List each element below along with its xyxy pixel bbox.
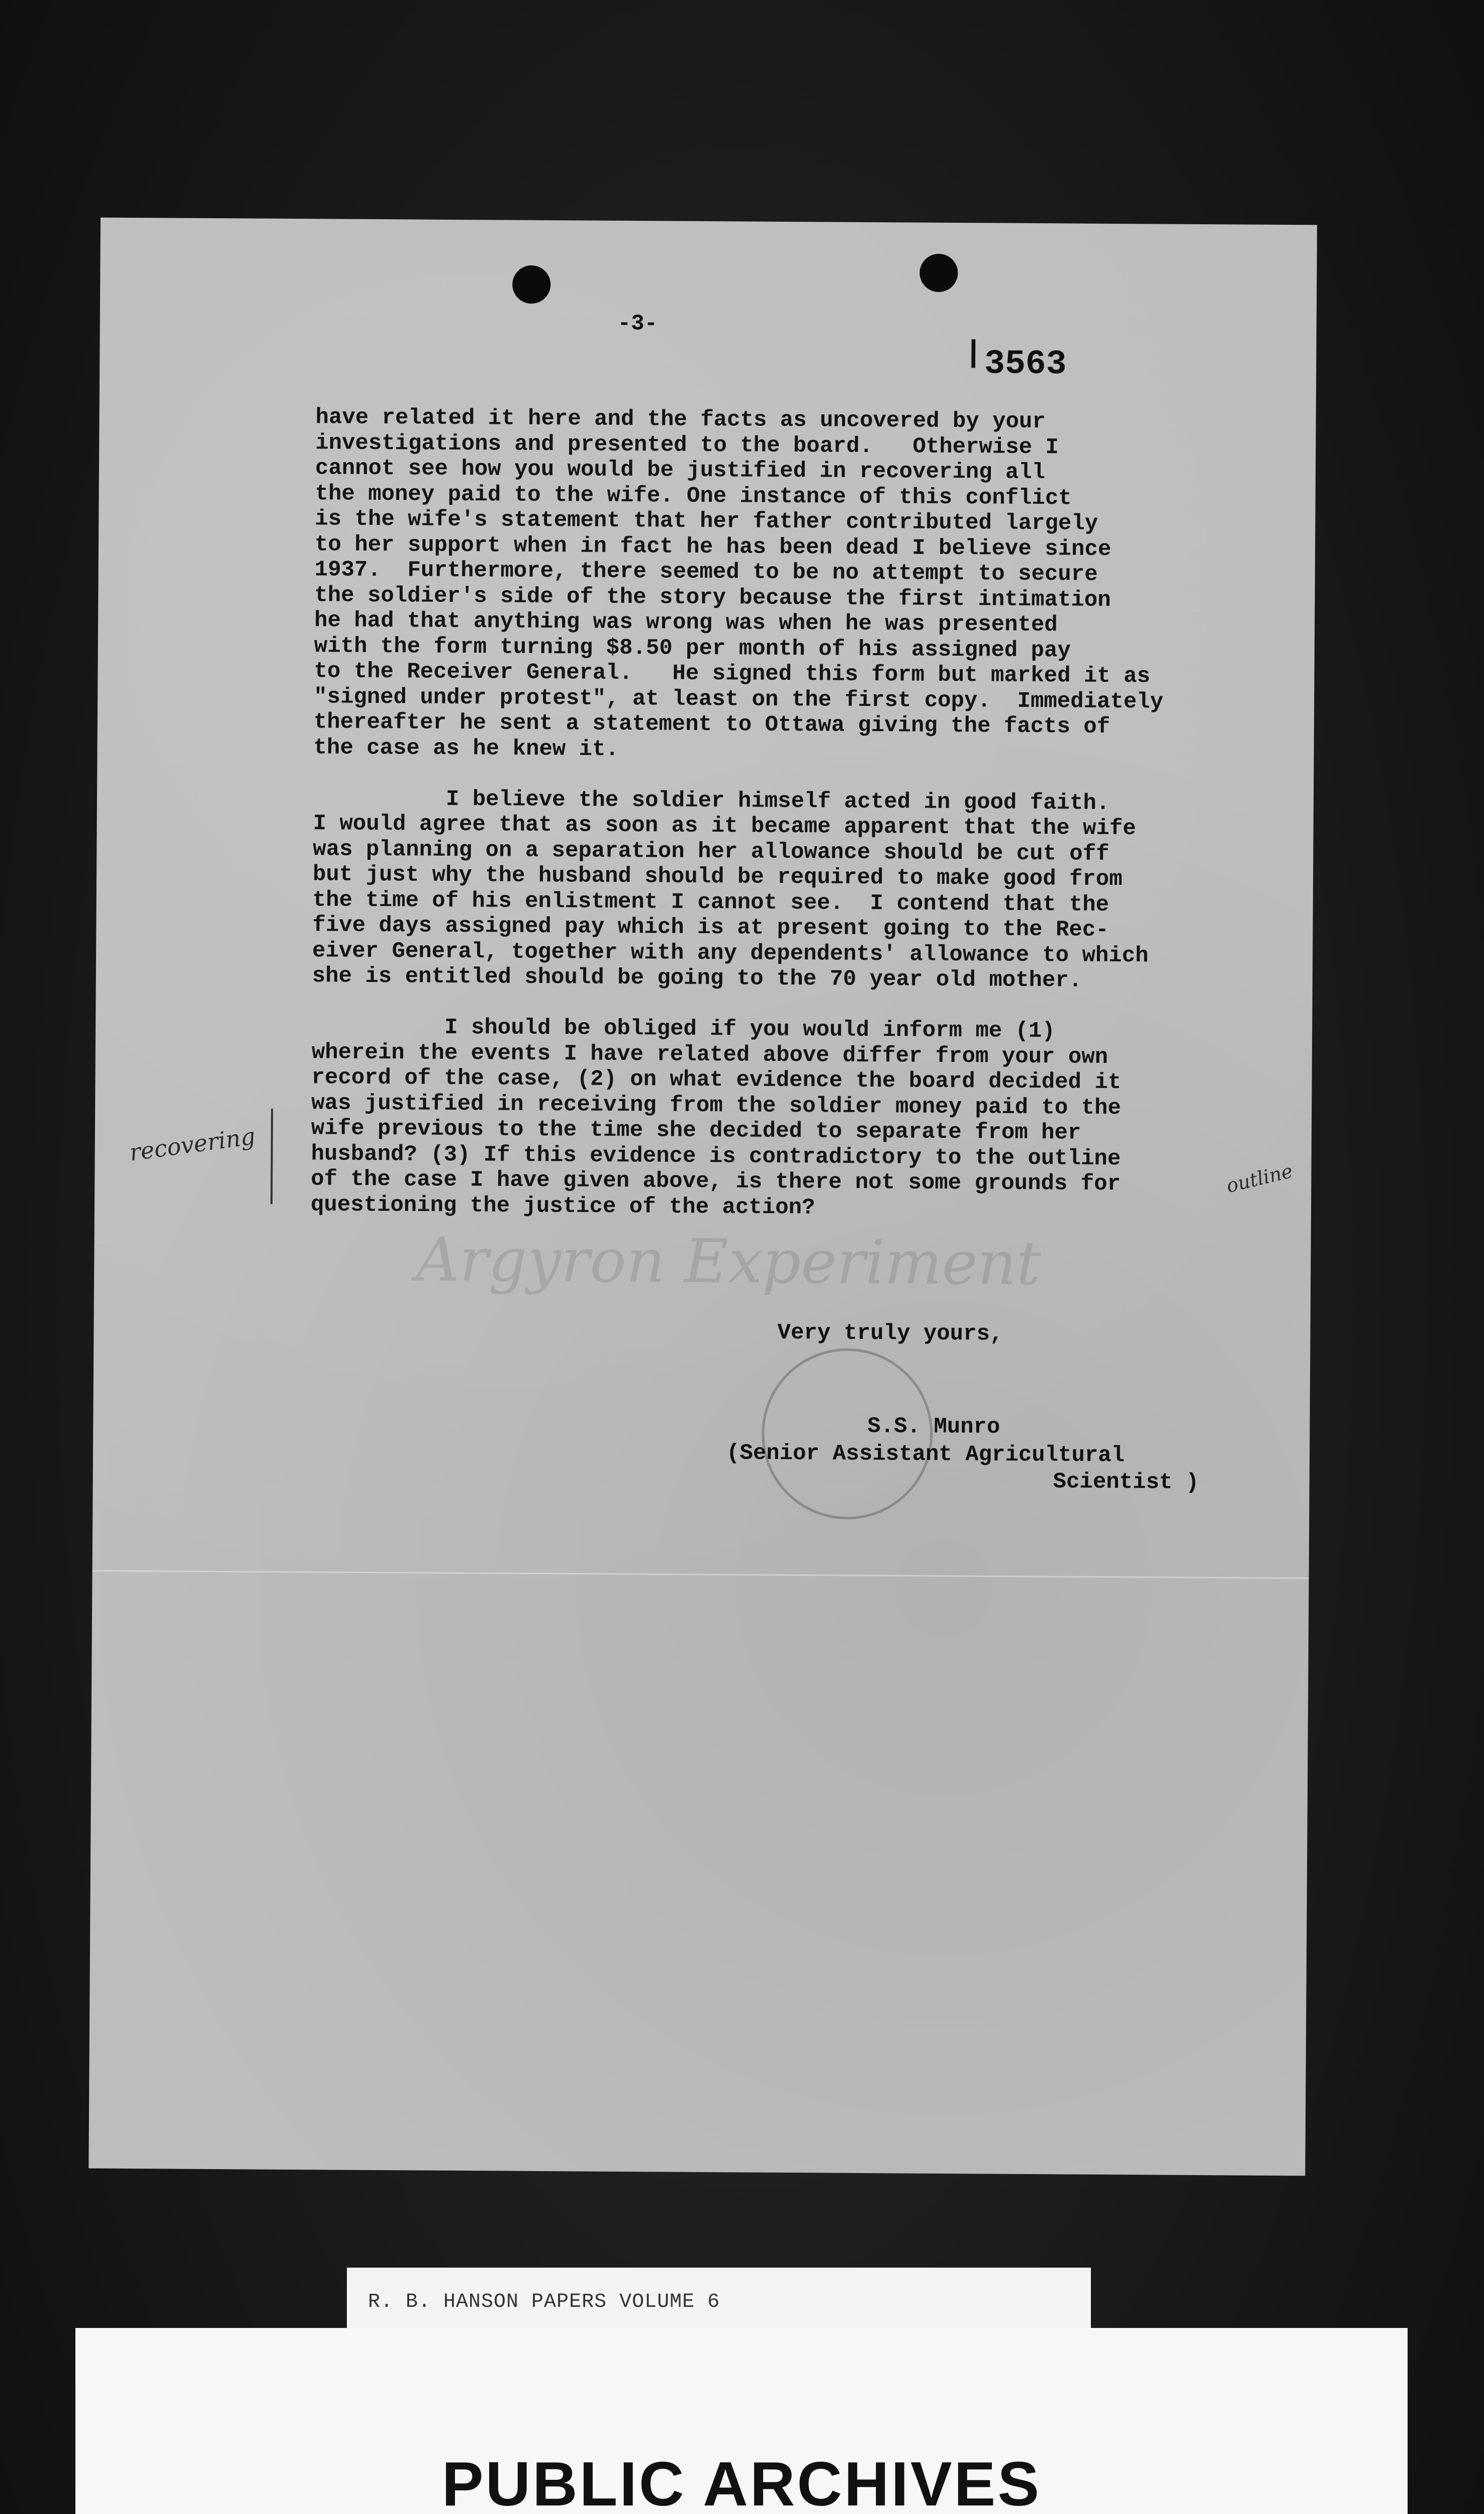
body-line: is the wife's statement that her father contributed largely <box>315 506 1098 536</box>
body-line: cannot see how you would be justified in recovering all <box>315 456 1046 486</box>
signature-name: S.S. Munro <box>867 1413 1000 1440</box>
body-line: the time of his enlistment I cannot see. I contend that the <box>312 887 1109 918</box>
body-line: wife previous to the time she decided to separate from her <box>311 1116 1081 1146</box>
paragraph-1 <box>313 405 1165 765</box>
body-line: 1937. Furthermore, there seemed to be no attempt to secure <box>314 557 1098 587</box>
closing: Very truly yours, <box>777 1320 1003 1347</box>
body-line: husband? (3) If this evidence is contradictory to the outline <box>311 1141 1121 1172</box>
margin-bracket <box>270 1109 273 1204</box>
body-line: I would agree that as soon as it became apparent that the wife <box>313 811 1136 842</box>
body-line: the soldier's side of the story because the first intimation <box>314 582 1111 613</box>
body-line: he had that anything was wrong was when he was presented <box>314 608 1058 638</box>
body-line: questioning the justice of the action? <box>310 1192 815 1220</box>
body-line: with the form turning $8.50 per month of his assigned pay <box>314 633 1071 663</box>
reference-tag <box>347 2268 1091 2338</box>
body-line: "signed under protest", at least on the first copy. Immediately <box>314 684 1164 715</box>
body-line: was planning on a separation her allowance should be cut off <box>313 836 1109 867</box>
handwritten-margin-note: recovering <box>128 1122 257 1166</box>
body-line: thereafter he sent a statement to Ottawa giving the facts of <box>313 709 1110 740</box>
signature-title: (Senior Assistant Agricultural <box>726 1441 1125 1469</box>
body-line: investigations and presented to the board. Otherwise I <box>315 430 1059 460</box>
body-line: five days assigned pay which is at present going to the Rec- <box>312 913 1109 943</box>
body-line: eiver General, together with any dependents' allowance to which <box>312 938 1149 968</box>
letter-page <box>88 218 1317 2176</box>
body-line: to the Receiver General. He signed this form but marked it as <box>314 659 1151 689</box>
body-line: was justified in receiving from the soldier money paid to the <box>311 1090 1122 1121</box>
archives-title-en: PUBLIC ARCHIVES <box>441 2450 1042 2514</box>
body-line: record of the case, (2) on what evidence the board decided it <box>311 1065 1122 1096</box>
body-line: of the case I have given above, is there not some grounds for <box>311 1166 1121 1197</box>
body-line: she is entitled should be going to the 70 year old mother. <box>312 963 1082 994</box>
body-line: I believe the soldier himself acted in good faith. <box>313 785 1110 816</box>
reference-tag-text: R. B. HANSON PAPERS VOLUME 6 <box>368 2291 720 2313</box>
tick-mark: | <box>964 336 983 371</box>
document-number: 3563 <box>984 344 1067 384</box>
body-line: to her support when in fact he has been dead I believe since <box>314 531 1111 562</box>
punch-hole <box>512 265 550 304</box>
body-line: but just why the husband should be required to make good from <box>312 862 1123 892</box>
letter-body <box>311 405 1165 1222</box>
paragraph-2 <box>312 786 1163 994</box>
faded-stamp-watermark: Argyron Experiment <box>415 1225 1041 1299</box>
body-line: the money paid to the wife. One instance of this conflict <box>315 481 1072 511</box>
handwritten-inline-note: outline <box>1224 1159 1295 1197</box>
page-fold-line <box>92 1570 1309 1579</box>
punch-hole <box>919 254 958 292</box>
page-number: -3- <box>617 311 658 337</box>
body-line: the case as he knew it. <box>313 735 619 762</box>
paragraph-3 <box>311 1014 1161 1222</box>
archives-card <box>75 2328 1408 2514</box>
signature-title: Scientist ) <box>1053 1469 1199 1496</box>
body-line: I should be obliged if you would inform me (1) <box>312 1014 1055 1044</box>
body-line: have related it here and the facts as uncovered by your <box>315 405 1046 435</box>
body-line: wherein the events I have related above differ from your own <box>311 1039 1108 1070</box>
